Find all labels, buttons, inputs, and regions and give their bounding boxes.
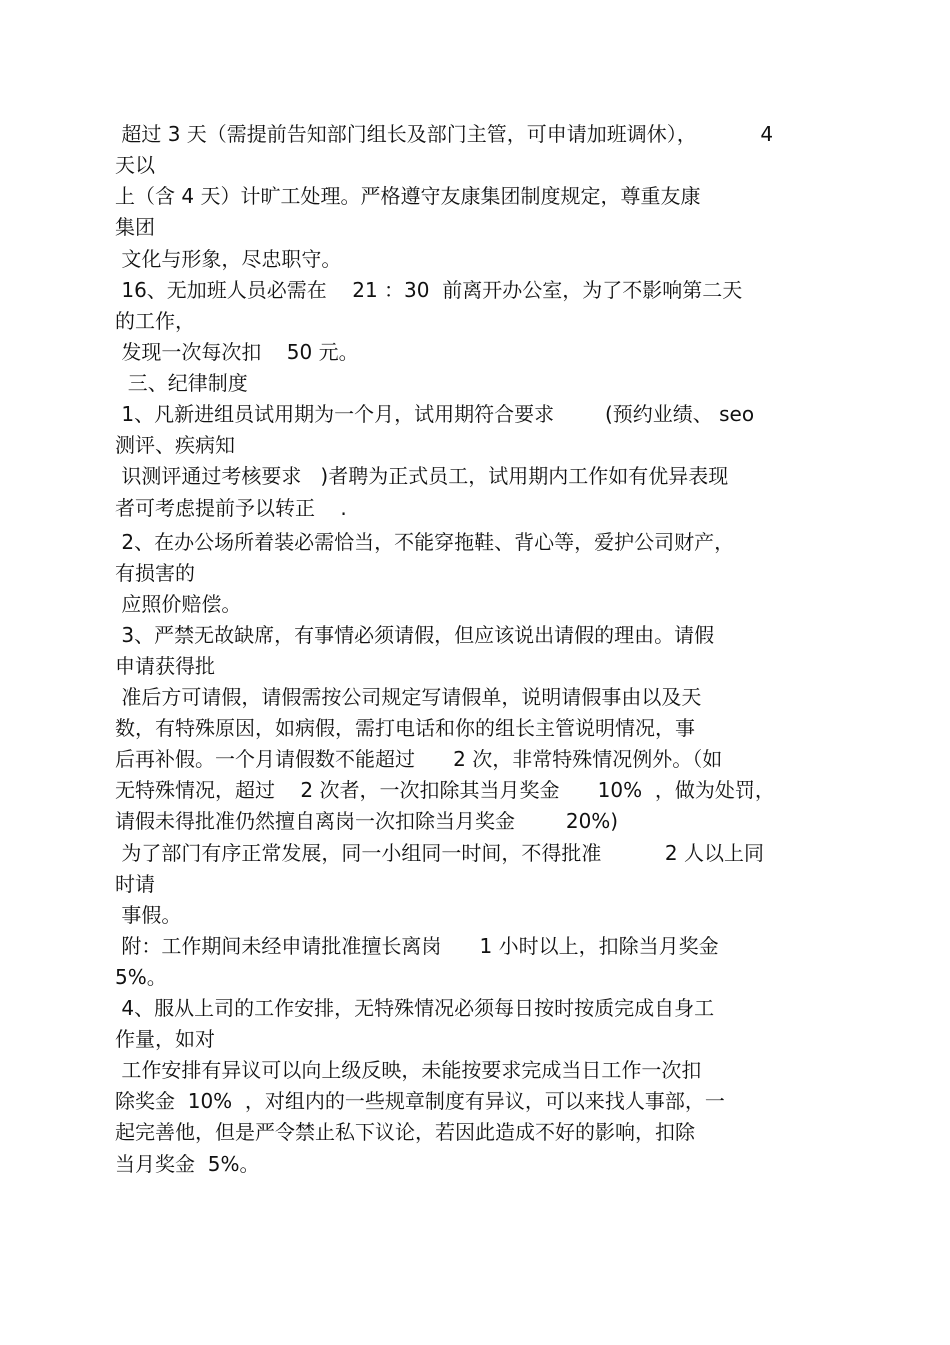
text-line: 识测评通过考核要求 )者聘为正式员工，试用期内工作如有优异表现 (115, 464, 729, 488)
text-line: 为了部门有序正常发展，同一小组同一时间，不得批准 2 人以上同 (115, 841, 765, 865)
text-line: 数，有特殊原因，如病假，需打电话和你的组长主管说明情况，事 (115, 716, 695, 740)
text-line: 5%。 (115, 965, 167, 989)
text-line: 申请获得批 (115, 654, 215, 678)
text-line: 后再补假。一个月请假数不能超过 2 次，非常特殊情况例外。（如 (115, 747, 723, 771)
text-line: 起完善他，但是严令禁止私下议论，若因此造成不好的影响，扣除 (115, 1120, 695, 1144)
text-line: 请假未得批准仍然擅自离岗一次扣除当月奖金 20%) (115, 809, 619, 833)
text-line: 时请 (115, 872, 155, 896)
text-line: 4、服从上司的工作安排，无特殊情况必须每日按时按质完成自身工 (115, 996, 715, 1020)
section-heading: 三、纪律制度 (115, 371, 248, 395)
text-line: 天以 (115, 153, 155, 177)
text-line: 超过 3 天（需提前告知部门组长及部门主管，可申请加班调休）， 4 (115, 122, 774, 146)
text-line: 附：工作期间未经申请批准擅长离岗 1 小时以上，扣除当月奖金 (115, 934, 719, 958)
text-line: 应照价赔偿。 (115, 592, 242, 616)
text-line: 事假。 (115, 903, 182, 927)
text-line: 2、在办公场所着装必需恰当，不能穿拖鞋、背心等，爱护公司财产， (115, 530, 735, 554)
text-line: 上（含 4 天）计旷工处理。严格遵守友康集团制度规定，尊重友康 (115, 184, 701, 208)
text-line: 当月奖金 5%。 (115, 1152, 260, 1176)
text-line: 的工作， (115, 309, 195, 333)
text-line: 集团 (115, 215, 155, 239)
text-line: 发现一次每次扣 50 元。 (115, 340, 359, 364)
text-line: 有损害的 (115, 561, 195, 585)
text-line: 作量，如对 (115, 1027, 215, 1051)
text-line: 16、无加班人员必需在 21 ：30 前离开办公室，为了不影响第二天 (115, 278, 743, 302)
text-line: 无特殊情况，超过 2 次者，一次扣除其当月奖金 10% ，做为处罚， (115, 778, 775, 802)
text-line: 工作安排有异议可以向上级反映，未能按要求完成当日工作一次扣 (115, 1058, 702, 1082)
text-line: 测评、疾病知 (115, 433, 235, 457)
text-line: 者可考虑提前予以转正 . (115, 496, 347, 520)
text-line: 准后方可请假，请假需按公司规定写请假单，说明请假事由以及天 (115, 685, 702, 709)
text-line: 除奖金 10% ，对组内的一些规章制度有异议，可以来找人事部，一 (115, 1089, 725, 1113)
text-line: 1、凡新进组员试用期为一个月，试用期符合要求 (预约业绩、 seo (115, 402, 755, 426)
text-line: 3、严禁无故缺席，有事情必须请假，但应该说出请假的理由。请假 (115, 623, 715, 647)
text-line: 文化与形象，尽忠职守。 (115, 247, 342, 271)
